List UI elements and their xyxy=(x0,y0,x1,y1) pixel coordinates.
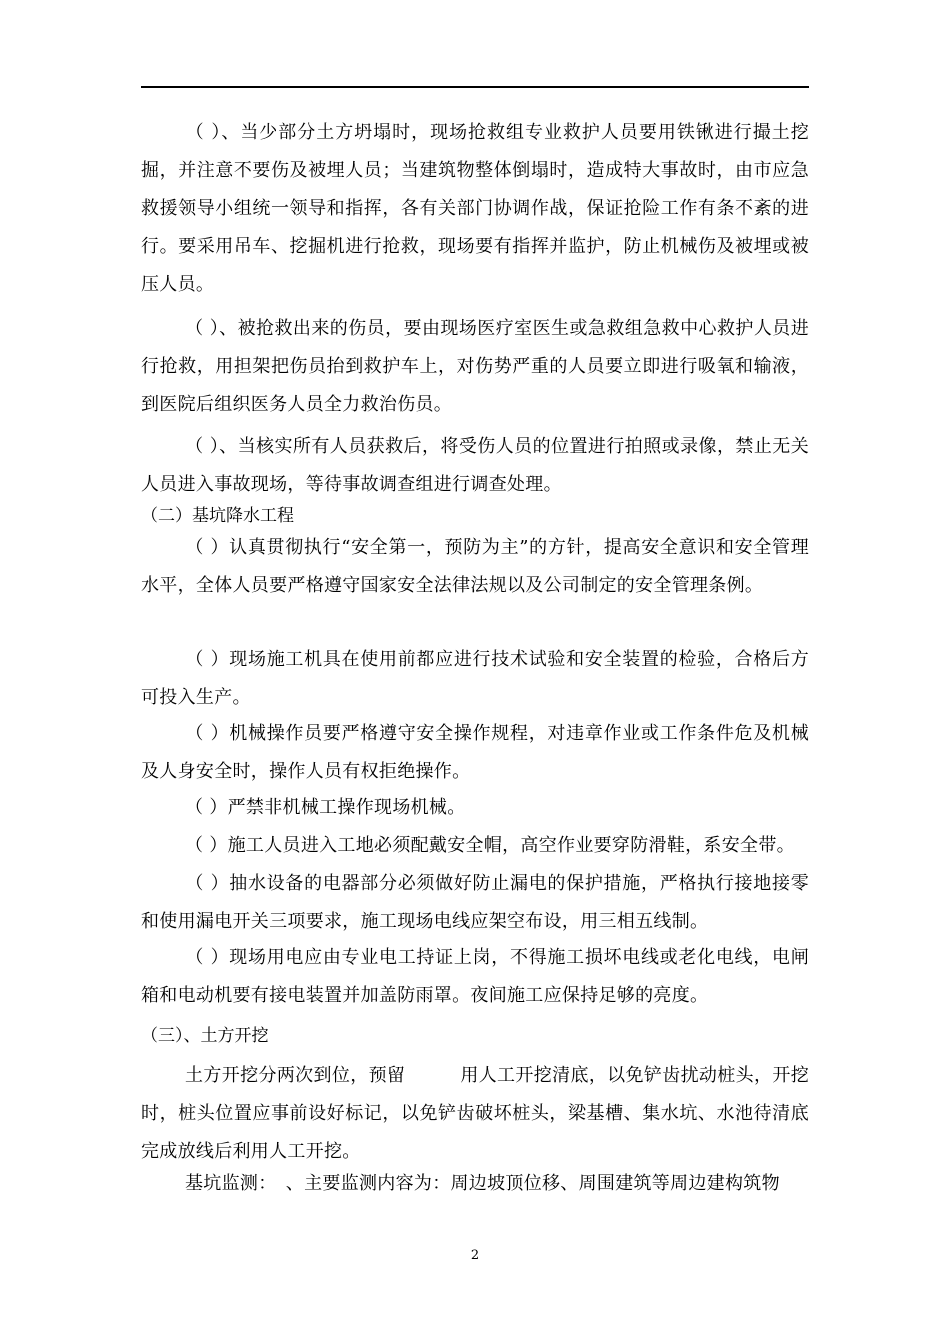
header-rule xyxy=(141,86,809,88)
page-number: 2 xyxy=(470,1248,480,1263)
paragraph-monitoring: 基坑监测： 、主要监测内容为：周边坡顶位移、周围建筑等周边建构筑物 xyxy=(185,1173,780,1194)
paragraph-site-electricity: （ ）现场用电应由专业电工持证上岗，不得施工损坏电线或老化电线，电闸箱和电动机要有接电装置并加盖防雨罩。夜间施工应保持足够的亮度。 xyxy=(141,947,809,1006)
paragraph-injured-rescue: （ ）、被抢救出来的伤员，要由现场医疗室医生或急救组急救中心救护人员进行抢救，用担架把伤员抬到救护车上，对伤势严重的人员要立即进行吸氧和输液，到医院后组织医务人员全力救治伤员。 xyxy=(141,318,809,415)
paragraph-collapse-rescue: （ ）、当少部分土方坍塌时，现场抢救组专业救护人员要用铁锹进行撮土挖掘，并注意不要伤及被埋人员；当建筑物整体倒塌时，造成特大事故时，由市应急救援领导小组统一领导和指挥，各有关部门协调作战，保证抢险工作有条不紊的进行。要采用吊车、挖掘机进行抢救，现场要有指挥并监护，防止机械伤及被埋或被压人员。 xyxy=(141,122,809,295)
paragraph-helmet: （ ）施工人员进入工地必须配戴安全帽，高空作业要穿防滑鞋，系安全带。 xyxy=(185,835,795,856)
paragraph-no-unauthorized: （ ）严禁非机械工操作现场机械。 xyxy=(185,797,466,818)
paragraph-safety-policy: （ ）认真贯彻执行“安全第一，预防为主”的方针，提高安全意识和安全管理水平，全体人员要严格遵守国家安全法律法规以及公司制定的安全管理条例。 xyxy=(141,537,809,596)
paragraph-machine-inspection: （ ）现场施工机具在使用前都应进行技术试验和安全装置的检验，合格后方可投入生产。 xyxy=(141,649,809,708)
paragraph-excavation: 土方开挖分两次到位，预留 用人工开挖清底，以免铲齿扰动桩头，开挖时，桩头位置应事前设好标记，以免铲齿破坏桩头，梁基槽、集水坑、水池待清底完成放线后利用人工开挖。 xyxy=(141,1065,809,1162)
paragraph-operator-rules: （ ）机械操作员要严格遵守安全操作规程，对违章作业或工作条件危及机械及人身安全时，操作人员有权拒绝操作。 xyxy=(141,723,809,782)
paragraph-scene-protection: （ ）、当核实所有人员获救后，将受伤人员的位置进行拍照或录像，禁止无关人员进入事故现场，等待事故调查组进行调查处理。 xyxy=(141,436,809,495)
section-heading-excavation: （三）、土方开挖 xyxy=(141,1026,269,1046)
section-heading-dewatering: （二）基坑降水工程 xyxy=(141,506,294,526)
paragraph-pump-electrical: （ ）抽水设备的电器部分必须做好防止漏电的保护措施，严格执行接地接零和使用漏电开关三项要求，施工现场电线应架空布设，用三相五线制。 xyxy=(141,873,809,932)
